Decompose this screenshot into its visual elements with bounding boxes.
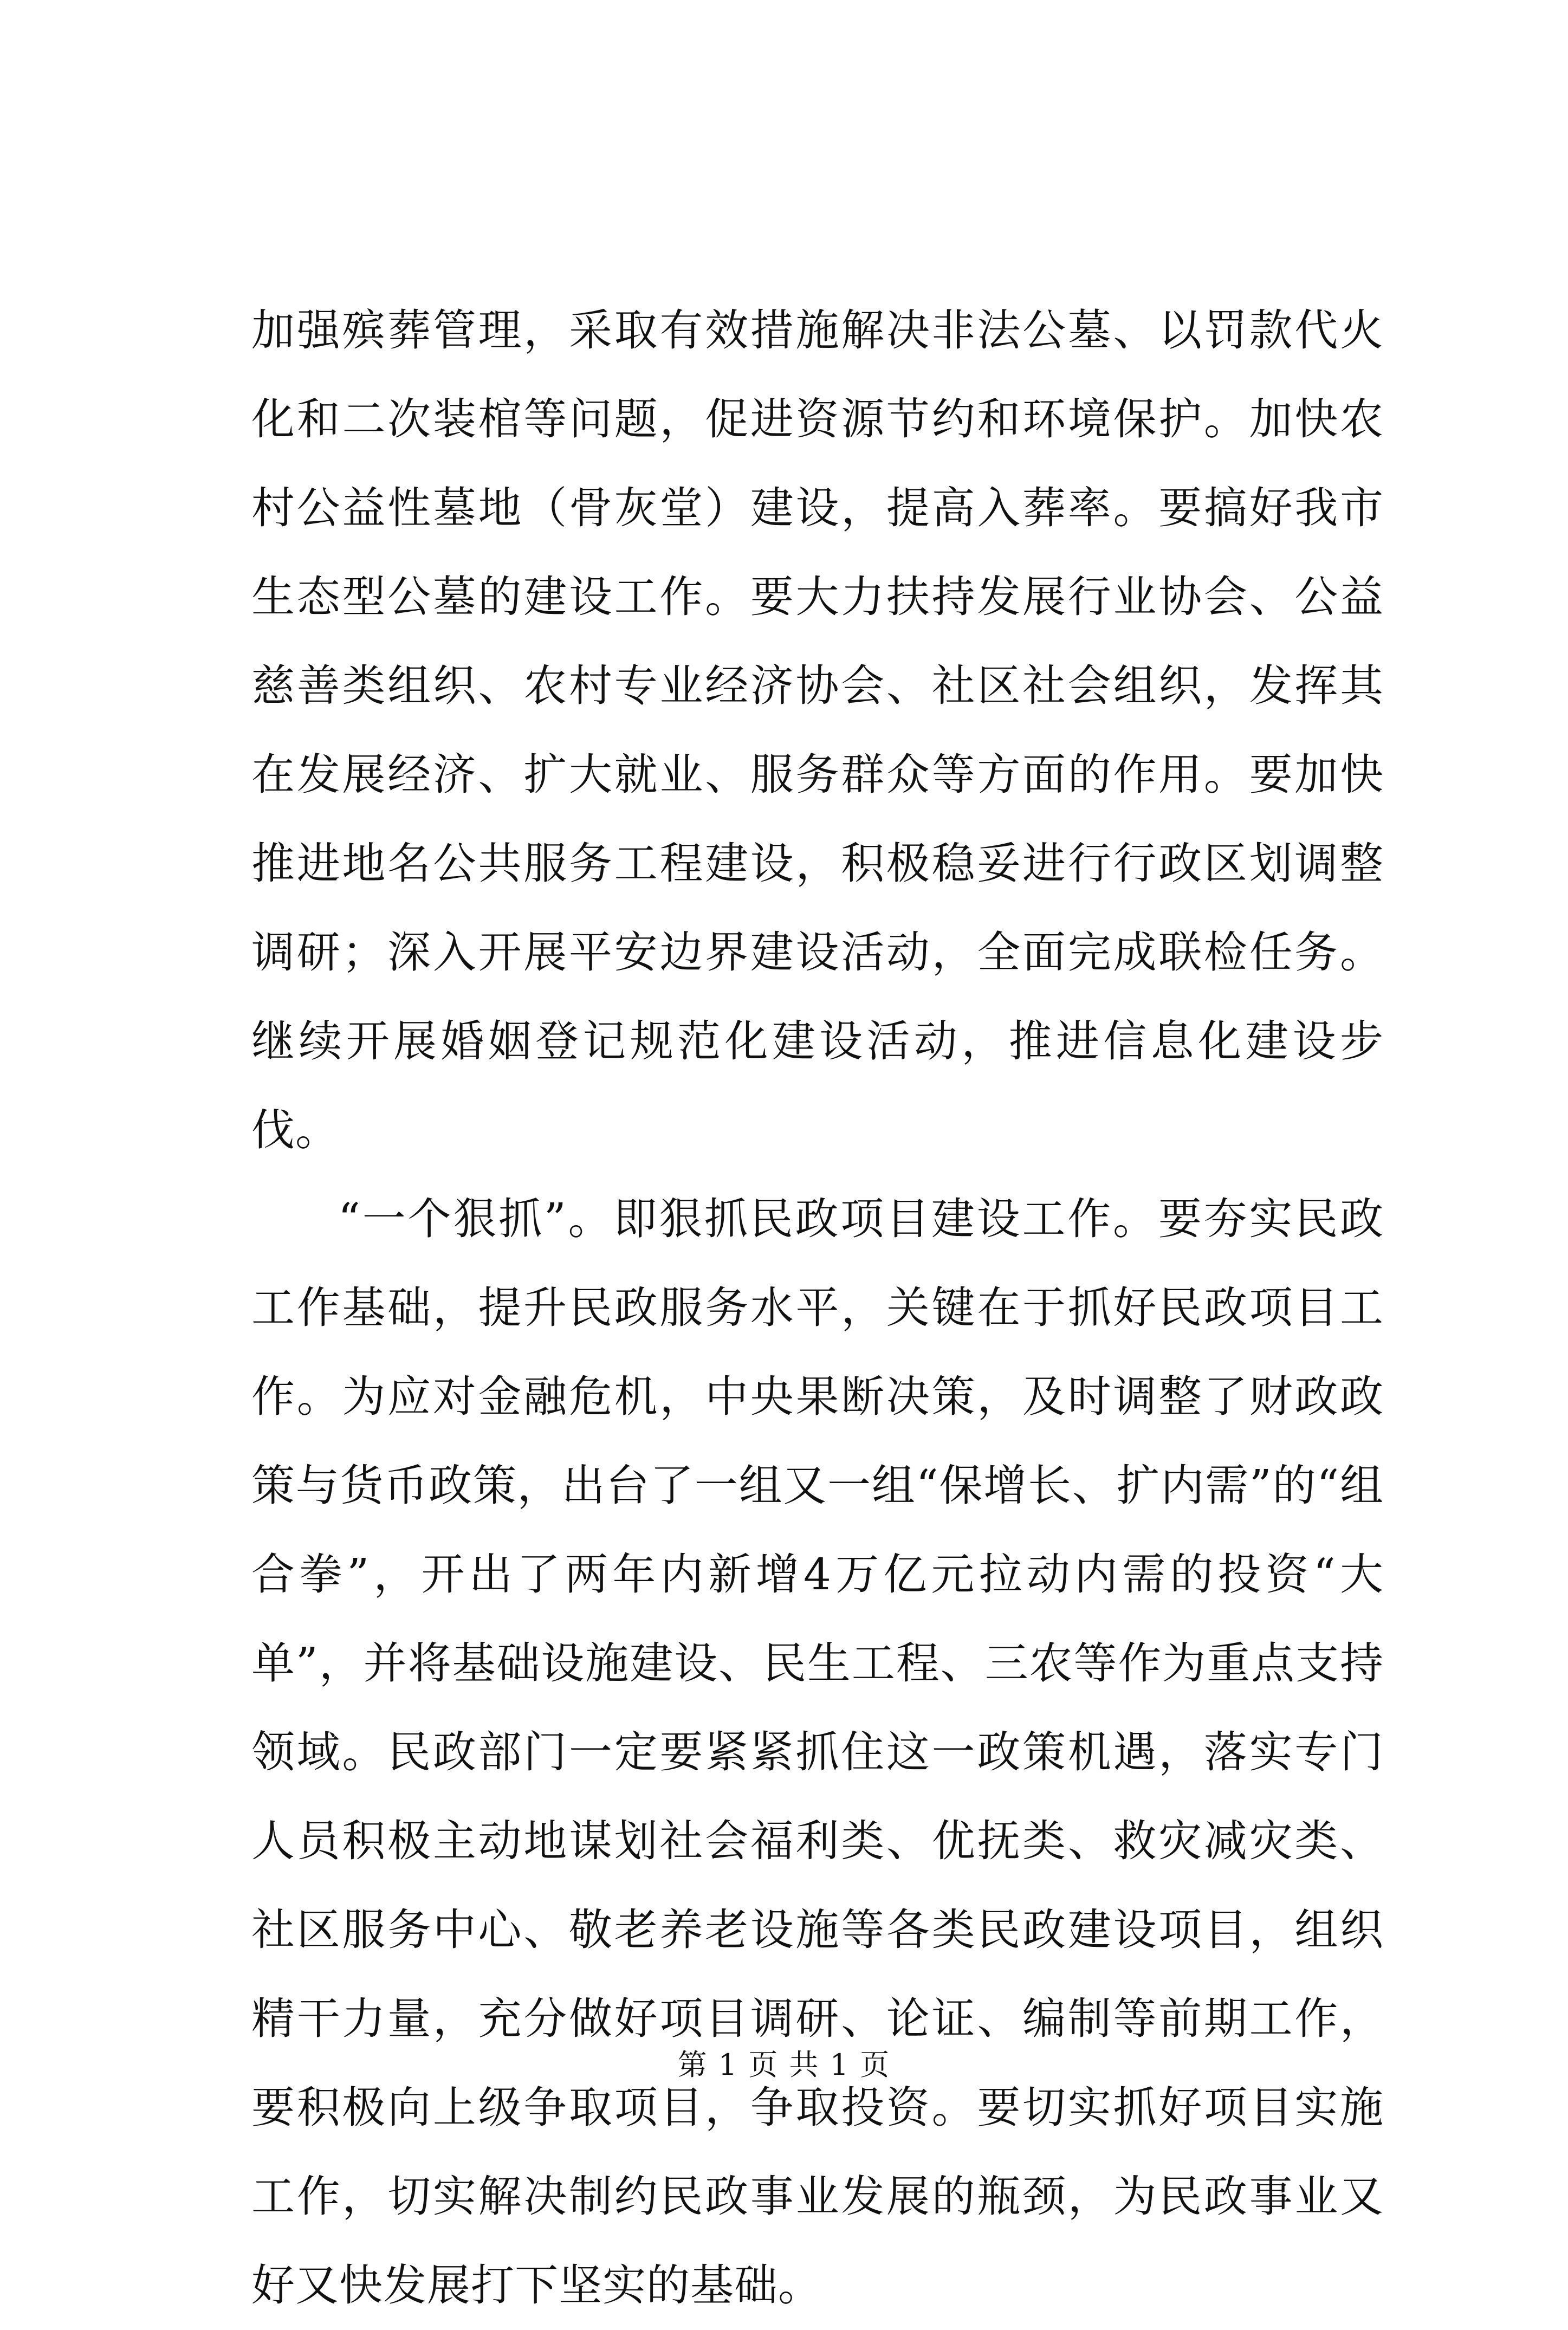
paragraph-2: “一个狠抓”。即狠抓民政项目建设工作。要夯实民政工作基础，提升民政服务水平，关键在于抓好民政项目工作。为应对金融危机，中央果断决策，及时调整了财政政策与货币政策，出台了一组又一组“保增长、扩内需”的“组合拳”，开出了两年内新增4万亿元拉动内需的投资“大单”，并将基础设施建设、民生工程、三农等作为重点支持领域。民政部门一定要紧紧抓住这一政策机遇，落实专门人员积极主动地谋划社会福利类、优抚类、救灾减灾类、社区服务中心、敬老养老设施等各类民政建设项目，组织精干力量，充分做好项目调研、论证、编制等前期工作，要积极向上级争取项目，争取投资。要切实抓好项目实施工作，切实解决制约民政事业发展的瓶颈，为民政事业又好又快发展打下坚实的基础。 xyxy=(251,1194,1384,2310)
page-footer: 第 1 页 共 1 页 xyxy=(677,2048,891,2082)
paragraph-1: 加强殡葬管理，采取有效措施解决非法公墓、以罚款代火化和二次装棺等问题，促进资源节约和环境保护。加快农村公益性墓地（骨灰堂）建设，提高入葬率。要搞好我市生态型公墓的建设工作。要大力扶持发展行业协会、公益慈善类组织、农村专业经济协会、社区社会组织，发挥其在发展经济、扩大就业、服务群众等方面的作用。要加快推进地名公共服务工程建设，积极稳妥进行行政区划调整调研；深入开展平安边界建设活动，全面完成联检任务。继续开展婚姻登记规范化建设活动，推进信息化建设步伐。 xyxy=(251,305,1384,1155)
document-body xyxy=(251,286,1384,2330)
